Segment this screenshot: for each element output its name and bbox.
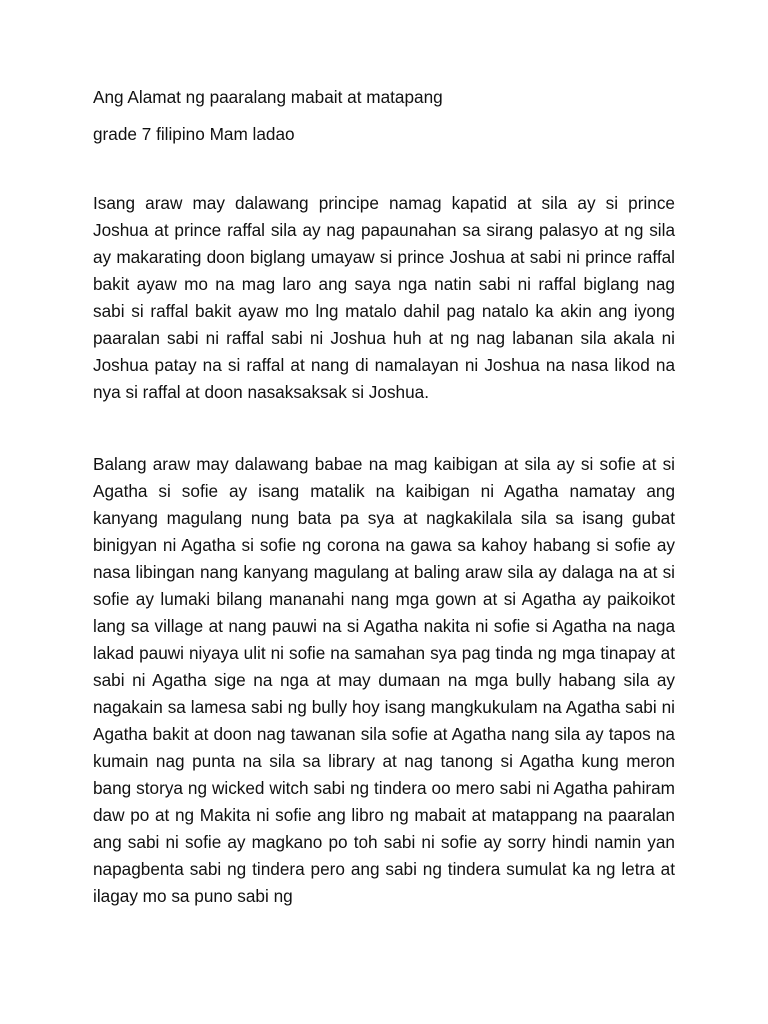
document-body [93, 84, 675, 910]
document-title: Ang Alamat ng paaralang mabait at matapang [93, 87, 443, 107]
paragraph-prince-story: Isang araw may dalawang principe namag kapatid at sila ay si prince Joshua at prince raffal sila ay nag papaunahan sa sirang palasyo at ng sila ay makarating doon biglang umayaw si prince Joshua at sabi ni prince raffal bakit ayaw mo na mag laro ang saya nga natin sabi ni raffal biglang nag sabi si raffal bakit ayaw mo lng matalo dahil pag natalo ka akin ang iyong paaralan sabi ni raffal sabi ni Joshua huh at ng nag labanan sila akala ni Joshua patay na si raffal at nang di namalayan ni Joshua na nasa likod na nya si raffal at doon nasaksaksak si Joshua. [93, 193, 675, 402]
paragraph-sofie-agatha-story: Balang araw may dalawang babae na mag kaibigan at sila ay si sofie at si Agatha si sofie ay isang matalik na kaibigan ni Agatha namatay ang kanyang magulang nung bata pa sya at nagkakilala sila sa isang gubat binigyan ni Agatha si sofie ng corona na gawa sa kahoy habang si sofie ay nasa libingan nang kanyang magulang at baling araw sila ay dalaga na at si sofie ay lumaki bilang mananahi nang mga gown at si Agatha ay paikoikot lang sa village at nang pauwi na si Agatha nakita ni sofie si Agatha na naga lakad pauwi niyaya ulit ni sofie na samahan sya pag tinda ng mga tinapay at sabi ni Agatha sige na nga at may dumaan na mga bully habang sila ay nagakain sa lamesa sabi ng bully hoy isang mangkukulam na Agatha sabi ni Agatha bakit at doon nag tawanan sila sofie at Agatha nang sila ay tapos na kumain nag punta na sila sa library at nag tanong si Agatha kung meron bang storya ng wicked witch sabi ng tindera oo mero sabi ni Agatha pahiram daw po at ng Makita ni sofie ang libro ng mabait at matappang na paaralan ang sabi ni sofie ay magkano po toh sabi ni sofie ay sorry hindi namin yan napagbenta sabi ng tindera pero ang sabi ng tindera sumulat ka ng letra at ilagay mo sa puno sabi ng [93, 454, 675, 906]
document-subtitle: grade 7 filipino Mam ladao [93, 124, 295, 144]
